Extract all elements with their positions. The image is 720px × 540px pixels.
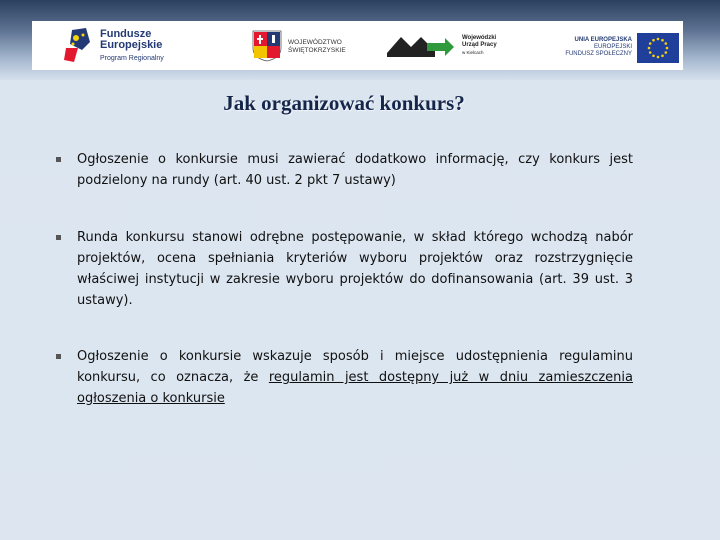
bullet-marker-icon [56, 157, 61, 162]
wup-logo [387, 21, 517, 70]
bullet-text-3-underlined: regulamin jest dostępny już w dniu zamieszczenia ogłoszenia o konkursie [77, 370, 633, 406]
fe-line1: Fundusze [100, 28, 152, 40]
wup-line2: Urząd Pracy [462, 42, 497, 48]
fundusze-europejskie-emblem-icon [64, 26, 94, 66]
fe-line2: Europejskie [100, 39, 163, 51]
fe-line3: Program Regionalny [100, 55, 164, 62]
ue-line1: UNIA EUROPEJSKA [574, 37, 632, 43]
wojewodztwo-logo [252, 21, 362, 70]
logo-strip [32, 21, 683, 70]
wup-arrow-icon [387, 33, 455, 61]
bullet-item-3 [56, 346, 633, 409]
fundusze-europejskie-logo [64, 21, 224, 70]
bullet-text-1: Ogłoszenie o konkursie musi zawierać dodatkowo informację, czy konkurs jest podzielony na rundy (art. 40 ust. 2 pkt 7 ustawy) [77, 152, 633, 188]
ws-line1: WOJEWÓDZTWO [288, 39, 342, 46]
ue-line3: FUNDUSZ SPOŁECZNY [565, 51, 632, 57]
bullet-text-2: Runda konkursu stanowi odrębne postępowanie, w skład którego wchodzą nabór projektów, ocena spełniania kryteriów wyboru projektów oraz rozstrzygnięcie właściwej instytucji w zakresie wyboru projektów do dofinansowania (art. 39 ust. 3 ustawy). [77, 230, 633, 308]
ws-line2: ŚWIĘTOKRZYSKIE [288, 47, 346, 54]
bullet-item-1 [56, 149, 633, 191]
bullet-marker-icon [56, 235, 61, 240]
wup-line1: Wojewódzki [462, 35, 497, 41]
wup-line3: w Kielcach [462, 50, 484, 55]
bullet-item-2 [56, 227, 633, 311]
ue-line2: EUROPEJSKI [593, 44, 632, 50]
bullet-text-3-plain: Ogłoszenie o konkursie wskazuje sposób i miejsce udostępnienia regulaminu konkursu, co oznacza, że [77, 349, 633, 385]
bullet-text-3 [77, 346, 633, 409]
slide-title: Jak organizować konkurs? [223, 91, 465, 115]
eu-flag-icon [637, 33, 679, 63]
unia-europejska-logo [537, 21, 687, 70]
coat-of-arms-icon [252, 30, 282, 62]
bullet-marker-icon [56, 354, 61, 359]
